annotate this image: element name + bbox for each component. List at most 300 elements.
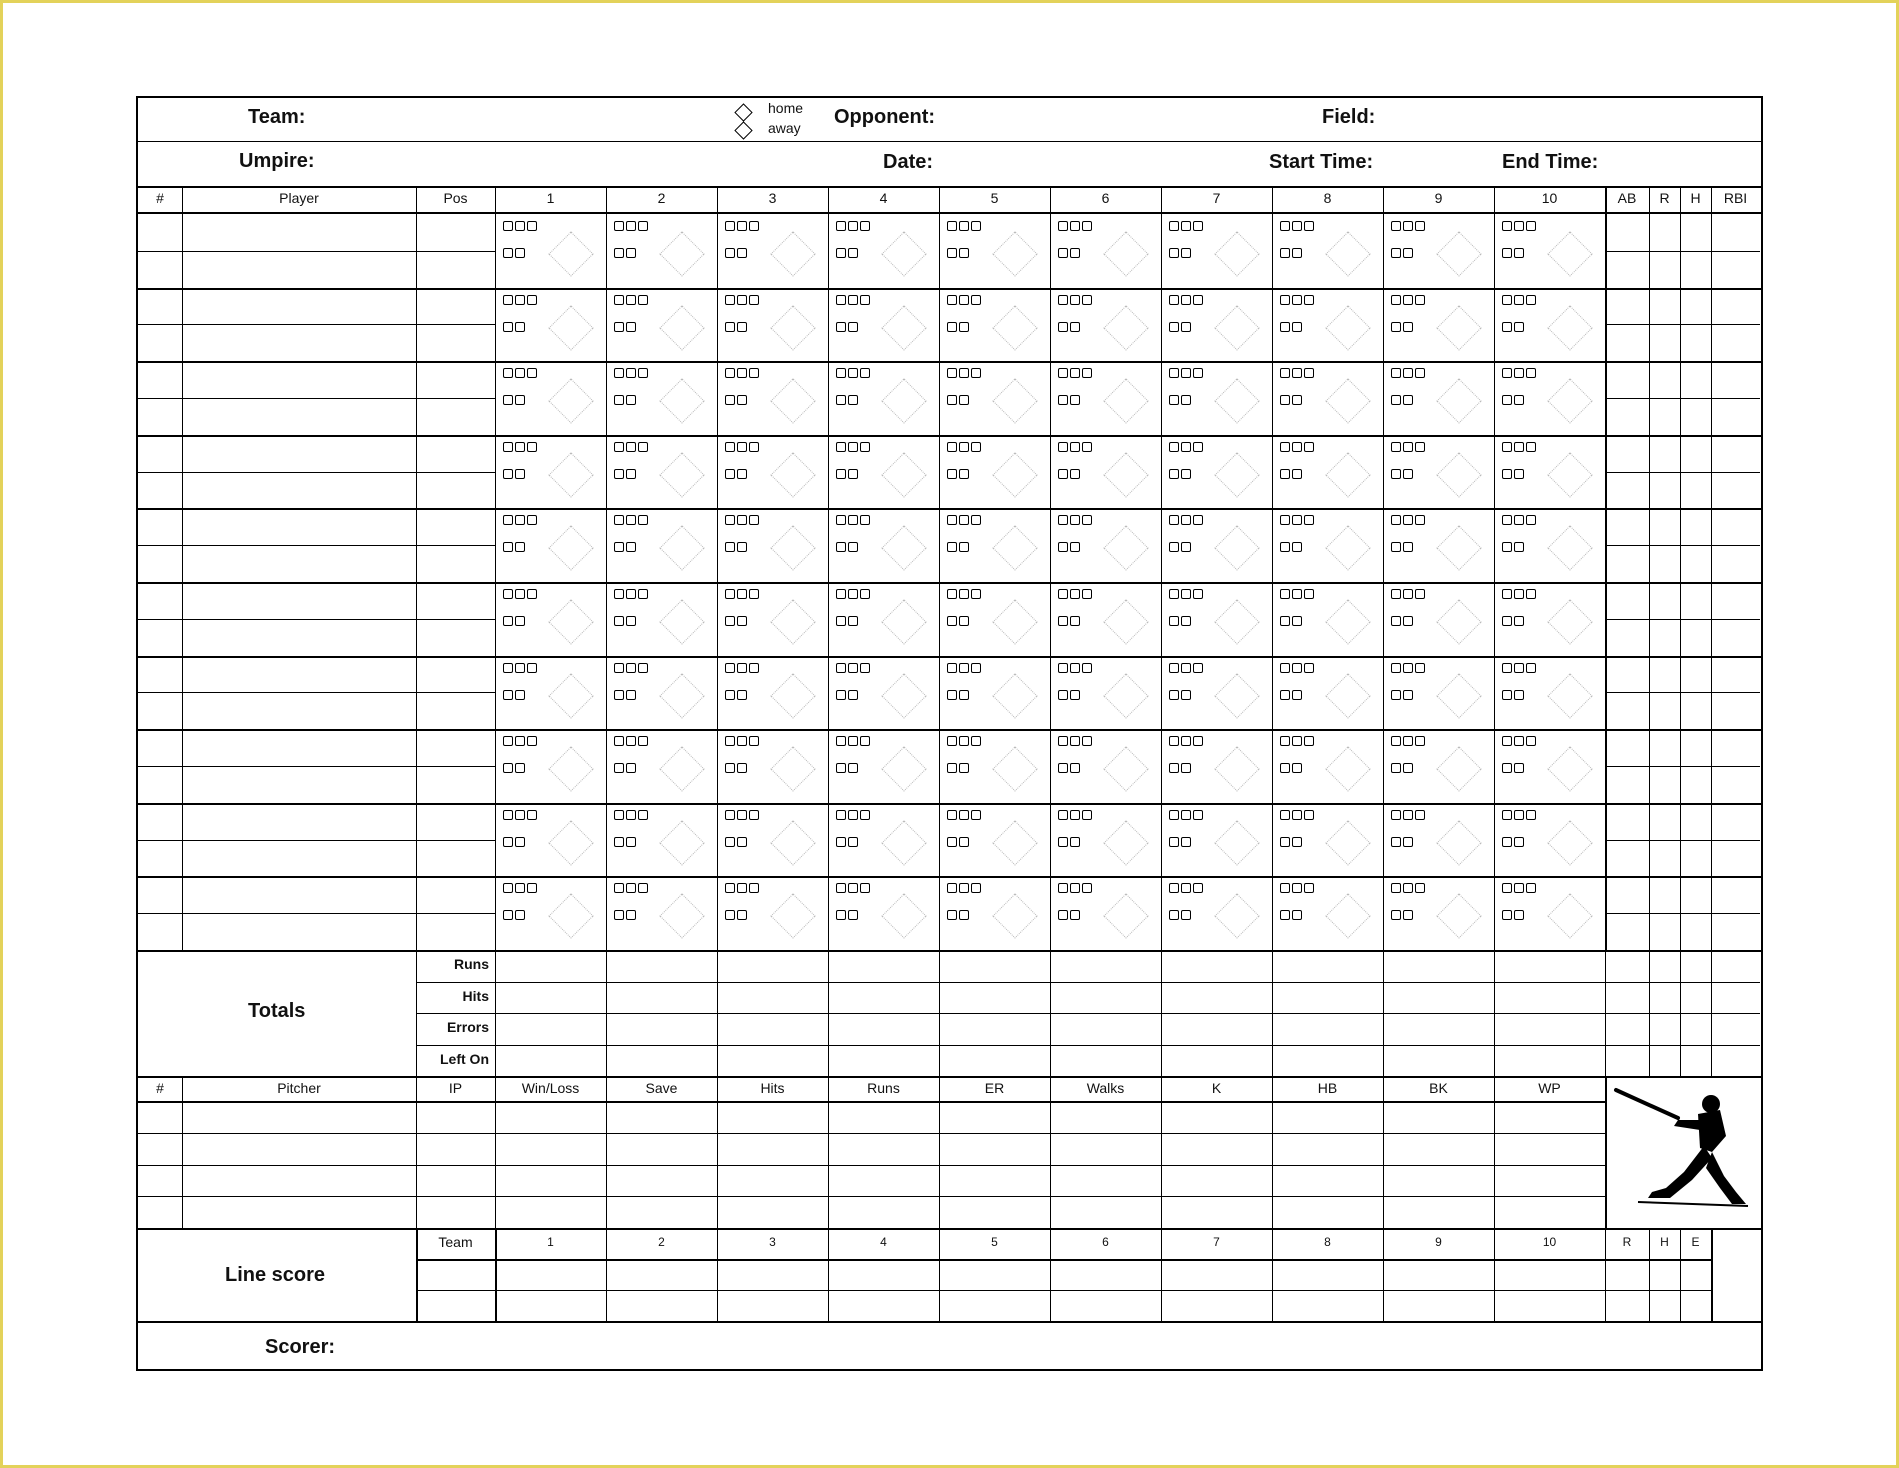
at-bat-cell[interactable]: [717, 729, 828, 803]
pitch-count-boxes[interactable]: [1391, 292, 1427, 337]
at-bat-cell[interactable]: [1494, 656, 1605, 730]
totals-row-errors: Errors: [446, 1019, 489, 1035]
base-diamond-icon: [1436, 673, 1481, 718]
base-diamond-icon: [1103, 673, 1148, 718]
col-header-inning-5: 5: [990, 190, 999, 206]
at-bat-cell[interactable]: [606, 361, 717, 435]
pitch-count-boxes[interactable]: [1502, 807, 1538, 852]
pitch-count-boxes[interactable]: [614, 512, 650, 557]
batting-row-midline: [138, 251, 495, 252]
at-bat-cell[interactable]: [717, 288, 828, 362]
base-diamond-icon: [770, 747, 815, 792]
at-bat-cell[interactable]: [1050, 288, 1161, 362]
base-diamond-icon: [659, 820, 704, 865]
at-bat-cell[interactable]: [1050, 803, 1161, 877]
base-diamond-icon: [548, 599, 593, 644]
totals-col-divider: [1680, 950, 1681, 1076]
at-bat-cell[interactable]: [1494, 803, 1605, 877]
pitch-count-boxes[interactable]: [503, 660, 539, 705]
at-bat-cell[interactable]: [939, 656, 1050, 730]
pitch-count-boxes[interactable]: [1058, 660, 1094, 705]
at-bat-cell[interactable]: [1272, 803, 1383, 877]
base-diamond-icon: [1103, 599, 1148, 644]
at-bat-cell[interactable]: [1494, 876, 1605, 950]
at-bat-cell[interactable]: [717, 361, 828, 435]
line-score-row-rule: [416, 1290, 1711, 1291]
base-diamond-icon: [1547, 599, 1592, 644]
pitch-count-boxes[interactable]: [1502, 439, 1538, 484]
base-diamond-icon: [1547, 747, 1592, 792]
pitch-count-boxes[interactable]: [725, 660, 761, 705]
at-bat-cell[interactable]: [1383, 214, 1494, 288]
pitch-count-boxes[interactable]: [503, 218, 539, 263]
at-bat-cell[interactable]: [1161, 876, 1272, 950]
pitch-count-boxes[interactable]: [947, 733, 983, 778]
at-bat-cell[interactable]: [1050, 508, 1161, 582]
batting-row-midline: [138, 324, 495, 325]
pitch-count-boxes[interactable]: [725, 365, 761, 410]
base-diamond-icon: [1547, 673, 1592, 718]
line-score-col-divider: [939, 1228, 940, 1321]
pitch-count-boxes[interactable]: [1169, 733, 1205, 778]
at-bat-cell[interactable]: [939, 288, 1050, 362]
pitch-count-boxes[interactable]: [725, 512, 761, 557]
at-bat-cell[interactable]: [1050, 876, 1161, 950]
at-bat-cell[interactable]: [1050, 729, 1161, 803]
pitch-count-boxes[interactable]: [836, 660, 872, 705]
pitch-count-boxes[interactable]: [836, 880, 872, 925]
base-diamond-icon: [1325, 820, 1370, 865]
pitch-count-boxes[interactable]: [1169, 512, 1205, 557]
at-bat-cell[interactable]: [1383, 656, 1494, 730]
at-bat-cell[interactable]: [1272, 876, 1383, 950]
pitch-count-boxes[interactable]: [1169, 586, 1205, 631]
pitching-col-divider: [1494, 1076, 1495, 1228]
totals-col-divider: [495, 950, 496, 1076]
batting-row-midline: [138, 840, 495, 841]
pitch-count-boxes[interactable]: [614, 660, 650, 705]
pitch-count-boxes[interactable]: [1280, 292, 1316, 337]
pitch-count-boxes[interactable]: [614, 365, 650, 410]
pitch-count-boxes[interactable]: [725, 807, 761, 852]
at-bat-cell[interactable]: [939, 803, 1050, 877]
pitch-count-boxes[interactable]: [614, 218, 650, 263]
at-bat-cell[interactable]: [717, 656, 828, 730]
base-diamond-icon: [1103, 379, 1148, 424]
at-bat-cell[interactable]: [495, 656, 606, 730]
base-diamond-icon: [1214, 231, 1259, 276]
pitch-count-boxes[interactable]: [1058, 365, 1094, 410]
pitch-count-boxes[interactable]: [503, 733, 539, 778]
pitch-count-boxes[interactable]: [503, 586, 539, 631]
base-diamond-icon: [1103, 305, 1148, 350]
at-bat-cell[interactable]: [1272, 729, 1383, 803]
pitch-count-boxes[interactable]: [1502, 365, 1538, 410]
batting-row-midline: [138, 398, 495, 399]
at-bat-cell[interactable]: [495, 361, 606, 435]
line-score-inning-10: 10: [1542, 1235, 1557, 1250]
pitch-count-boxes[interactable]: [947, 586, 983, 631]
pitch-count-boxes[interactable]: [947, 512, 983, 557]
at-bat-cell[interactable]: [939, 508, 1050, 582]
pitch-count-boxes[interactable]: [836, 439, 872, 484]
pitch-count-boxes[interactable]: [614, 733, 650, 778]
at-bat-cell[interactable]: [1050, 582, 1161, 656]
at-bat-cell[interactable]: [1494, 361, 1605, 435]
pitch-count-boxes[interactable]: [1502, 218, 1538, 263]
pitch-count-boxes[interactable]: [836, 365, 872, 410]
col-divider-number: [182, 186, 183, 950]
at-bat-cell[interactable]: [1161, 729, 1272, 803]
base-diamond-icon: [1547, 894, 1592, 939]
pitch-count-boxes[interactable]: [725, 218, 761, 263]
pitch-count-boxes[interactable]: [614, 807, 650, 852]
at-bat-cell[interactable]: [939, 435, 1050, 509]
at-bat-cell[interactable]: [1383, 361, 1494, 435]
pitching-header-wp: WP: [1538, 1080, 1561, 1096]
pitch-count-boxes[interactable]: [725, 439, 761, 484]
at-bat-cell[interactable]: [606, 729, 717, 803]
pitch-count-boxes[interactable]: [947, 880, 983, 925]
away-radio-icon[interactable]: [734, 121, 752, 139]
pitch-count-boxes[interactable]: [1280, 880, 1316, 925]
col-divider-inning: [939, 186, 940, 950]
pitch-count-boxes[interactable]: [725, 586, 761, 631]
pitch-count-boxes[interactable]: [1169, 365, 1205, 410]
pitching-col-divider: [1383, 1076, 1384, 1228]
totals-col-divider: [1161, 950, 1162, 1076]
at-bat-cell[interactable]: [1272, 435, 1383, 509]
pitch-count-boxes[interactable]: [1169, 218, 1205, 263]
at-bat-cell[interactable]: [1494, 582, 1605, 656]
line-score-inning-1: 1: [547, 1235, 554, 1250]
at-bat-cell[interactable]: [828, 656, 939, 730]
totals-row-hits: Hits: [462, 987, 489, 1004]
pitch-count-boxes[interactable]: [725, 733, 761, 778]
totals-col-divider: [1605, 950, 1606, 1076]
pitch-count-boxes[interactable]: [947, 218, 983, 263]
at-bat-cell[interactable]: [1383, 508, 1494, 582]
pitch-count-boxes[interactable]: [1058, 880, 1094, 925]
at-bat-cell[interactable]: [606, 803, 717, 877]
pitching-header-k: K: [1211, 1080, 1222, 1096]
col-header-h: H: [1690, 190, 1701, 206]
pitch-count-boxes[interactable]: [1502, 512, 1538, 557]
at-bat-cell[interactable]: [717, 876, 828, 950]
pitch-count-boxes[interactable]: [1391, 365, 1427, 410]
pitch-count-boxes[interactable]: [1502, 660, 1538, 705]
at-bat-cell[interactable]: [939, 729, 1050, 803]
at-bat-cell[interactable]: [1272, 361, 1383, 435]
at-bat-cell[interactable]: [1050, 361, 1161, 435]
at-bat-cell[interactable]: [1161, 582, 1272, 656]
pitch-count-boxes[interactable]: [1280, 512, 1316, 557]
totals-col-divider: [828, 950, 829, 1076]
home-option[interactable]: home: [768, 100, 804, 116]
at-bat-cell[interactable]: [939, 214, 1050, 288]
at-bat-cell[interactable]: [1494, 508, 1605, 582]
at-bat-cell[interactable]: [1161, 508, 1272, 582]
base-diamond-icon: [881, 379, 926, 424]
at-bat-cell[interactable]: [828, 876, 939, 950]
at-bat-cell[interactable]: [606, 214, 717, 288]
pitch-count-boxes[interactable]: [1391, 733, 1427, 778]
pitch-count-boxes[interactable]: [836, 292, 872, 337]
at-bat-cell[interactable]: [495, 803, 606, 877]
pitch-count-boxes[interactable]: [1280, 586, 1316, 631]
col-header-inning-2: 2: [657, 190, 666, 206]
pitch-count-boxes[interactable]: [947, 439, 983, 484]
at-bat-cell[interactable]: [1383, 729, 1494, 803]
pitch-count-boxes[interactable]: [836, 733, 872, 778]
pitch-count-boxes[interactable]: [1169, 880, 1205, 925]
base-diamond-icon: [992, 673, 1037, 718]
base-diamond-icon: [659, 673, 704, 718]
base-diamond-icon: [548, 820, 593, 865]
col-header-inning-1: 1: [546, 190, 555, 206]
at-bat-cell[interactable]: [1161, 288, 1272, 362]
pitch-count-boxes[interactable]: [1058, 439, 1094, 484]
at-bat-cell[interactable]: [828, 288, 939, 362]
pitch-count-boxes[interactable]: [1169, 660, 1205, 705]
at-bat-cell[interactable]: [1050, 214, 1161, 288]
base-diamond-icon: [1436, 379, 1481, 424]
pitch-count-boxes[interactable]: [836, 807, 872, 852]
pitch-count-boxes[interactable]: [947, 292, 983, 337]
pitch-count-boxes[interactable]: [614, 880, 650, 925]
pitch-count-boxes[interactable]: [1391, 660, 1427, 705]
at-bat-cell[interactable]: [717, 435, 828, 509]
at-bat-cell[interactable]: [828, 582, 939, 656]
at-bat-cell[interactable]: [939, 582, 1050, 656]
at-bat-cell[interactable]: [606, 582, 717, 656]
at-bat-cell[interactable]: [1050, 656, 1161, 730]
at-bat-cell[interactable]: [717, 803, 828, 877]
base-diamond-icon: [659, 231, 704, 276]
home-radio-icon[interactable]: [734, 103, 752, 121]
at-bat-cell[interactable]: [1494, 729, 1605, 803]
at-bat-cell[interactable]: [606, 435, 717, 509]
line-score-r: R: [1622, 1235, 1632, 1250]
pitch-count-boxes[interactable]: [947, 365, 983, 410]
away-option[interactable]: away: [768, 120, 801, 136]
at-bat-cell[interactable]: [1161, 361, 1272, 435]
umpire-label: Umpire:: [239, 150, 315, 172]
pitch-count-boxes[interactable]: [947, 660, 983, 705]
line-score-inning-3: 3: [769, 1235, 776, 1250]
pitch-count-boxes[interactable]: [836, 218, 872, 263]
pitch-count-boxes[interactable]: [1280, 660, 1316, 705]
pitch-count-boxes[interactable]: [725, 292, 761, 337]
pitch-count-boxes[interactable]: [1280, 807, 1316, 852]
at-bat-cell[interactable]: [1494, 435, 1605, 509]
stats-row-midline: [1605, 619, 1760, 620]
base-diamond-icon: [881, 305, 926, 350]
line-score-col-divider: [1050, 1228, 1051, 1321]
base-diamond-icon: [992, 305, 1037, 350]
at-bat-cell[interactable]: [495, 582, 606, 656]
base-diamond-icon: [1436, 820, 1481, 865]
at-bat-cell[interactable]: [1383, 803, 1494, 877]
pitch-count-boxes[interactable]: [725, 880, 761, 925]
at-bat-cell[interactable]: [495, 508, 606, 582]
pitch-count-boxes[interactable]: [1280, 439, 1316, 484]
base-diamond-icon: [548, 305, 593, 350]
pitch-count-boxes[interactable]: [1169, 292, 1205, 337]
pitch-count-boxes[interactable]: [1391, 218, 1427, 263]
at-bat-cell[interactable]: [939, 361, 1050, 435]
pitch-count-boxes[interactable]: [1391, 807, 1427, 852]
pitch-count-boxes[interactable]: [1280, 218, 1316, 263]
at-bat-cell[interactable]: [1383, 582, 1494, 656]
at-bat-cell[interactable]: [828, 214, 939, 288]
at-bat-cell[interactable]: [1161, 214, 1272, 288]
base-diamond-icon: [659, 526, 704, 571]
pitch-count-boxes[interactable]: [503, 292, 539, 337]
at-bat-cell[interactable]: [717, 582, 828, 656]
batting-row-midline: [138, 619, 495, 620]
pitch-count-boxes[interactable]: [1058, 218, 1094, 263]
col-header-number: #: [156, 190, 164, 206]
at-bat-cell[interactable]: [1050, 435, 1161, 509]
pitch-count-boxes[interactable]: [1280, 365, 1316, 410]
at-bat-cell[interactable]: [717, 508, 828, 582]
pitch-count-boxes[interactable]: [503, 439, 539, 484]
at-bat-cell[interactable]: [1383, 435, 1494, 509]
at-bat-cell[interactable]: [828, 508, 939, 582]
pitch-count-boxes[interactable]: [1502, 733, 1538, 778]
pitch-count-boxes[interactable]: [503, 512, 539, 557]
pitch-count-boxes[interactable]: [1502, 880, 1538, 925]
at-bat-cell[interactable]: [717, 214, 828, 288]
pitch-count-boxes[interactable]: [1391, 512, 1427, 557]
pitching-row-rule: [138, 1165, 1605, 1166]
pitch-count-boxes[interactable]: [503, 807, 539, 852]
col-divider-inning: [495, 186, 496, 950]
line-score-title: Line score: [225, 1264, 326, 1286]
at-bat-cell[interactable]: [606, 288, 717, 362]
baseball-batter-icon: [1608, 1080, 1756, 1210]
base-diamond-icon: [1547, 231, 1592, 276]
at-bat-cell[interactable]: [1161, 656, 1272, 730]
at-bat-cell[interactable]: [1272, 582, 1383, 656]
pitch-count-boxes[interactable]: [1502, 586, 1538, 631]
at-bat-cell[interactable]: [1161, 803, 1272, 877]
pitch-count-boxes[interactable]: [1058, 807, 1094, 852]
pitch-count-boxes[interactable]: [1169, 807, 1205, 852]
pitching-header-hits: Hits: [760, 1080, 785, 1096]
line-score-inning-7: 7: [1213, 1235, 1220, 1250]
base-diamond-icon: [548, 231, 593, 276]
base-diamond-icon: [770, 526, 815, 571]
col-divider-inning: [1272, 186, 1273, 950]
base-diamond-icon: [1325, 894, 1370, 939]
pitch-count-boxes[interactable]: [614, 586, 650, 631]
col-divider-inning: [1494, 186, 1495, 950]
at-bat-cell[interactable]: [1272, 288, 1383, 362]
pitch-count-boxes[interactable]: [836, 586, 872, 631]
base-diamond-icon: [770, 379, 815, 424]
at-bat-cell[interactable]: [606, 656, 717, 730]
pitch-count-boxes[interactable]: [1391, 880, 1427, 925]
pitch-count-boxes[interactable]: [1058, 512, 1094, 557]
end-time-label: End Time:: [1502, 151, 1599, 173]
at-bat-cell[interactable]: [1272, 508, 1383, 582]
batting-bottom-rule: [138, 950, 1761, 952]
pitching-header-pitcher: Pitcher: [277, 1080, 321, 1096]
pitch-count-boxes[interactable]: [1058, 733, 1094, 778]
totals-divider: [416, 950, 417, 1076]
base-diamond-icon: [881, 747, 926, 792]
date-label: Date:: [883, 151, 934, 173]
at-bat-cell[interactable]: [828, 803, 939, 877]
at-bat-cell[interactable]: [1383, 876, 1494, 950]
base-diamond-icon: [548, 673, 593, 718]
base-diamond-icon: [770, 305, 815, 350]
at-bat-cell[interactable]: [1272, 656, 1383, 730]
at-bat-cell[interactable]: [495, 876, 606, 950]
base-diamond-icon: [1436, 747, 1481, 792]
line-score-col-divider: [1161, 1228, 1162, 1321]
at-bat-cell[interactable]: [1383, 288, 1494, 362]
base-diamond-icon: [1325, 231, 1370, 276]
at-bat-cell[interactable]: [939, 876, 1050, 950]
pitch-count-boxes[interactable]: [614, 292, 650, 337]
at-bat-cell[interactable]: [495, 435, 606, 509]
at-bat-cell[interactable]: [828, 729, 939, 803]
pitch-count-boxes[interactable]: [503, 365, 539, 410]
line-score-col-divider: [1649, 1228, 1650, 1321]
at-bat-cell[interactable]: [1494, 214, 1605, 288]
at-bat-cell[interactable]: [1494, 288, 1605, 362]
base-diamond-icon: [992, 452, 1037, 497]
pitch-count-boxes[interactable]: [1169, 439, 1205, 484]
at-bat-cell[interactable]: [828, 361, 939, 435]
pitch-count-boxes[interactable]: [1391, 439, 1427, 484]
pitch-count-boxes[interactable]: [1280, 733, 1316, 778]
base-diamond-icon: [1325, 673, 1370, 718]
batting-row-midline: [138, 692, 495, 693]
base-diamond-icon: [1436, 305, 1481, 350]
at-bat-cell[interactable]: [495, 288, 606, 362]
pitch-count-boxes[interactable]: [947, 807, 983, 852]
line-score-col-divider: [1711, 1228, 1713, 1321]
base-diamond-icon: [881, 231, 926, 276]
pitch-count-boxes[interactable]: [1058, 586, 1094, 631]
stats-row-midline: [1605, 324, 1760, 325]
pitching-row-rule: [138, 1196, 1605, 1197]
at-bat-cell[interactable]: [828, 435, 939, 509]
pitch-count-boxes[interactable]: [1058, 292, 1094, 337]
pitch-count-boxes[interactable]: [614, 439, 650, 484]
at-bat-cell[interactable]: [495, 729, 606, 803]
pitching-col-divider: [495, 1076, 496, 1228]
pitch-count-boxes[interactable]: [503, 880, 539, 925]
base-diamond-icon: [881, 820, 926, 865]
at-bat-cell[interactable]: [606, 876, 717, 950]
pitch-count-boxes[interactable]: [1502, 292, 1538, 337]
pitch-count-boxes[interactable]: [1391, 586, 1427, 631]
at-bat-cell[interactable]: [495, 214, 606, 288]
at-bat-cell[interactable]: [1272, 214, 1383, 288]
scorer-top-rule: [138, 1321, 1761, 1323]
pitch-count-boxes[interactable]: [836, 512, 872, 557]
base-diamond-icon: [1325, 747, 1370, 792]
base-diamond-icon: [881, 673, 926, 718]
base-diamond-icon: [1325, 305, 1370, 350]
at-bat-cell[interactable]: [606, 508, 717, 582]
at-bat-cell[interactable]: [1161, 435, 1272, 509]
